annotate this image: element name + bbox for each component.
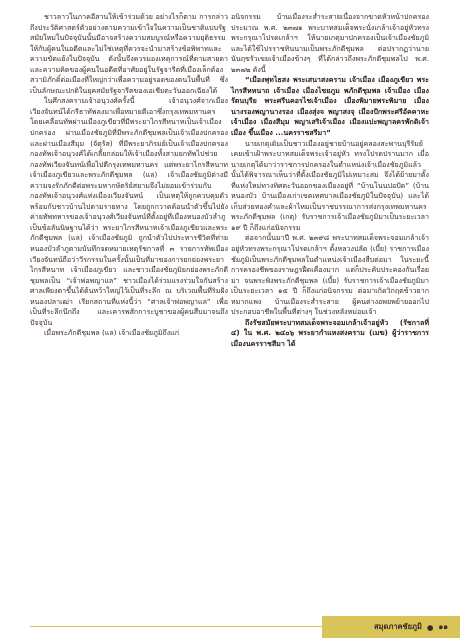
publication-name: สมุดภาคชัยภูมิ — [373, 622, 422, 631]
bullet-icon: ● — [426, 622, 434, 632]
paragraph — [231, 139, 429, 234]
paragraph-text: ในศึกสงครามเจ้าอนุวงศ์ครั้งนี้ เจ้าอนุวงศ์จากเมืองเวียงจันทน์ได้กรีธาทัพลงมาเพื่อหมายตีเอาซึ่งกรุงเทพมหานคร โดยเคลื่อนทัพผ่านเมืองภูเขียวที่มีพระยาไกรสีหนาทเป็นเจ้าเมืองปกครอง ผ่านเมืองชัยภูมิที่มีพระภักดีชุมพลเป็นเจ้าเมืองปกครอง และผ่านเมืองสีมุม (จัตุรัส) ที่มีพระยาภิรมย์เป็นเจ้าเมืองปกครอง กองทัพเจ้าอนุวงศ์ได้เกลี้ยกล่อมให้เจ้าเมืองทั้งสามยกทัพไปช่วยกองทัพเวียงจันทน์เพื่อไปตีกรุงเทพมหานคร แต่พระยาไกรสีหนาทเจ้าเมืองภูเขียวและพระภักดีชุมพล (แล) เจ้าเมืองชัยภูมิต่างมีความจงรักภักดีต่อพระมหากษัตริย์สยามจึงไม่ยอมเข้าร่วมกับกองทัพเจ้าอนุวงศ์แห่งเมืองเวียงจันทน์ เป็นเหตุให้ถูกควบคุมตัวพร้อมกับชาวบ้านไปตามรายทาง โดยถูกกวาดต้อนนำตัวขึ้นไปยังค่ายทัพทหารของเจ้าอนุวงศ์เวียงจันทน์ที่ตั้งอยู่ที่เมืองหนองบัวลำภู เป็นข้อลันนิษฐานได้ว่า พระยาไกรสีหนาทเจ้าเมืองภูเขียวและพระภักดีชุมพล (แล) เจ้าเมืองชัยภูมิ ถูกนำตัวไปประหารชีวิตที่ท่ายหนองบัวลำภูตามบันทึกจดหมายเหตุรัชกาลที่ ๓ รายการทัพเมืองเวียงจันทน์ถือว่าวีรกรรมในครั้งนั้นเป็นที่มาของการยกย่องพระยาไกรสีหนาท เจ้าเมืองภูเขียว และชาวเมืองชัยภูมิยกย่องพระภักดีชุมพลเป็น “เจ้าพ่อพญาแล” ชาวเมืองได้ร่วมแรงร่วมใจกันสร้างศาลเพียงตาขึ้นได้ต้นหว้าใหญ่ไว้เป็นที่ระลึก ณ บริเวณพื้นที่ริมฝั่งหนองปลาเฒ่า เรียกสถานที่แห่งนี้ว่า “ศาลเจ้าพ่อพญาแล” เพื่อเป็นที่ระลึกนึกถึง และเคารพสักการะบูชาของผู้คนสืบมาจนถึงปัจจุบัน — [30, 96, 228, 327]
paragraph-text: เมื่อพระภักดีชุมพล (แล) เจ้าเมืองชัยภูมิถึงแก่ — [44, 328, 180, 338]
footer-divider — [30, 626, 322, 627]
paragraph — [30, 12, 228, 96]
quoted-list — [231, 75, 429, 138]
paragraph-text: นายเกตุเดิมเป็นชาวเมืองอยู่ชายบ้านอยู่คลองสะพานบุรีรัมย์ เคยเข้าเฝ้าพระบาทสมเด็จพระเจ้าอยู่หัว ทรงโปรดปรานมาก เมื่อนายเกตุได้มาว่าราชการปกครองในตำแหน่งเจ้าเมืองชัยภูมิแล้วนั้นได้พิจารณาเห็นว่าที่ตั้งเมืองชัยภูมิไม่เหมาะสม จึงได้ย้ายมาตั้งที่แห่งใหม่ทางทิศตะวันออกของเมืองอยู่ที่ “บ้านโนนปอปัด” (บ้านหนองบัว บ้านเมืองเก่าเขตเทศบาลเมืองชัยภูมิในปัจจุบัน) และได้เก็บส่วยทองคำและผ้าไหมเป็นราชบรรณาการส่งกรุงเทพมหานคร พระภักดีชุมพล (เกตุ) รับราชการเจ้าเมืองชัยภูมิมาเป็นระยะเวลา ๑๙ ปี ก็ถึงแก่อนิจกรรม — [231, 138, 429, 232]
footer-tab — [322, 616, 460, 638]
right-text-column — [231, 12, 429, 350]
left-text-column — [30, 12, 228, 339]
page-footer — [0, 612, 460, 640]
paragraph — [231, 233, 429, 317]
paragraph-text: อนิจกรรม บ้านเมืองระส่ำระสายเนื่องจากขาดหัวหน้าปกครองประมาณ พ.ศ. ๒๓๗๑ พระบาทสมเด็จพระนั่งเกล้าเจ้าอยู่หัวทรงพระกรุณาโปรดเกล้าฯ ให้นายเกตุมาปกครองเป็นเจ้าเมืองชัยภูมิ และได้ใช้ไปรราชทินนามเป็นพระภักดีชุมพล ต่อปรากฏว่านายนันฤขรัวเขยเจ้าเมืองข้างๆ ที่ได้กล่าวถึงพระภักดีชุมพลไป พ.ศ. ๒๓๗๒ ดังนี้ — [231, 12, 429, 74]
paragraph-text: ต่อจากนั้นมาปี พ.ศ. ๒๓๙๘ พระบาทสมเด็จพระจอมเกล้าเจ้าอยู่หัวทรงพระกรุณาโปรดเกล้าฯ ตั้งหลวงปลัด (เบี้ย) ราชการเมืองชัยภูมิเป็นพระภักดีชุมพลในตำแหน่งเจ้าเมืองสืบต่อมา ในระยะนี้การครองชีพของราษฎรฝืดเคืองมาก แต่ก็ประคับประคองกันเรื่อยมา จนพระพิงพระภักดีชุมพล (เบี้ย) รับราชการเจ้าเมืองชัยภูมิมาเป็นระยะเวลา ๑๕ ปี ก็ถึงแก่อนิจกรรม ต่อมาเกิดวิกฤตข้าวยากหมากแพง บ้านเมืองระส่ำระสาย ผู้คนต่างอพยพย้ายออกไปประกอบอาชีพในพื้นที่ต่างๆ ในช่วงหลังหม่อมเจ้า — [231, 233, 429, 317]
paragraph-text: ชาวลาวในภาคอีสานให้เข้าร่วมด้วย อย่างไรก็ตาม การกล่าวถึงประวัติศาสตร์ตัวอย่างตามความเข้าใจในความเป็นชาติแบบรัฐสมัยใหม่ในปัจจุบันนั้นมีอาจสร้างความสมบูรณ์หรือความยุติธรรมให้กับผู้คนในอดีตและไม่ใช่เหตุที่ควรจะนำมาสร้างข้อพิพาทและความขัดแย้งในปัจจุบัน ดังนั้นจึงควรมองเหตุการณ์ที่ตามสายตาและความคิดของผู้คนในอดีตที่อาศัยอยู่ในรัฐจารีตที่เมืองเล็กต้องสวามิภักดิ์ต่อเมืองที่ใหญ่กว่าเพื่อความอยู่รอดของตนในพื้นที่ ซึ่งเป็นลักษณะปกติในยุคสมัยรัฐจารีตของเอเชียตะวันออกเฉียงใต้ — [30, 12, 228, 95]
paragraph — [231, 318, 429, 350]
quoted-list-text: “เมืองพุทไธสง พระเสนาสงคราม เจ้าเมือง เมืองภูเขียว พระไกรสีหหนาถ เจ้าเมือง เมืองไชยภูม พภักดีชุมพล เจ้าเมือง เมืองรัตนบุรีย พระศรีนคอรไชเจ้าเมือง เมืองพิมายพระพิมาย เมืองนางรองพญานางรอง เมืองสุ่งจ พญาสงจุ เมืองปักพระศรีอัคคาหะ เจ้าเมือง เมืองสีมุม พญาเสริเจ้าเมือง เมืองแปะพญาลครพักดิเจ้าเมือง ขึ้นเมือง ...นครราชสรีมา” — [231, 75, 429, 138]
paragraph-text: ถึงรัชสมัยพระบาทสมเด็จพระจอมเกล้าเจ้าอยู่หัว (รัชกาลที่ ๔) ใน พ.ศ. ๒๔๐๖ พระยากำแหงสงคราม (เมฆ) ผู้ว่าราชการเมืองนครราชสีมา ได้ — [231, 317, 429, 348]
page-number: ๑๑ — [438, 622, 448, 631]
paragraph — [30, 96, 228, 328]
paragraph — [231, 12, 429, 75]
paragraph — [30, 328, 228, 339]
